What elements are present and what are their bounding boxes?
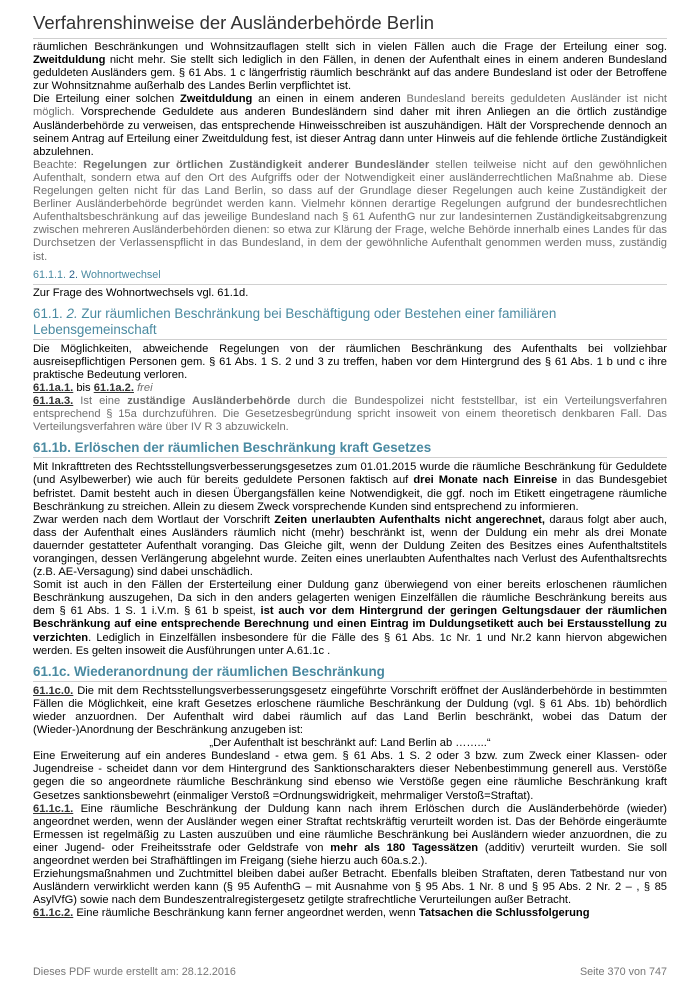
wohnortwechsel-paragraph: Zur Frage des Wohnortwechsels vgl. 61.1d. [33,286,249,299]
intro-paragraph-2: Die Erteilung einer solchen Zweitduldung an einen in einem anderen Bundesland bereits geduldeten Ausländer ist nicht möglich. Vorsprechende Geduldete aus anderen Bundesländern sind daher mit ihren Anliegen an die örtlich zuständige Ausländerbehörde zu verweisen, das entsprechende Hinweisschreiben ist auszuhändigen. Hält der Vorsprechende dennoch an seinem Antrag auf Erteilung einer Zweitduldung fest, ist dieser Antrag dann unter Hinweis auf die fehlende örtliche Zuständigkeit abzulehnen. [33,93,668,158]
heading-61-1b: 61.1b. Erlöschen der räumlichen Beschränkung kraft Gesetzes [33,440,667,458]
paragraph-61-1b-2: Zwar werden nach dem Wortlaut der Vorschrift Zeiten unerlaubten Aufenthalts nicht angerechnet, daraus folgt aber auch, dass der Aufenthalt eines Ausländers räumlich nicht (mehr) beschränkt ist, wenn der Duldung ein mehr als drei Monate dauernder gestatteter Aufenthalt voranging. Das Gleiche gilt, wenn der Duldung Zeiten des Besitzes eines Aufenthaltstitels vorangingen, dessen Verlängerung abgelehnt wurde. Zeiten eines unerlaubten Aufenthaltes nach Verlust des Aufenthaltsrechts (z.B. AE-Versagung) sind dabei unschädlich. [33,513,668,579]
paragraph-61-1c-measures: Erziehungsmaßnahmen und Zuchtmittel bleiben dabei außer Betracht. Ebenfalls bleiben Straftaten, deren Tatbestand nur von Ausländern verwirklicht werden kann (§ 95 AufenthG – mit Ausnahme von § 95 Abs. 1 Nr. 8 und § 95 Abs. 2 Nr. 2 – , § 85 AsylVfG) sowie nach dem Bundeszentralregistergesetz getilgte strafrechtliche Verurteilungen außer Betracht. [33,868,667,907]
heading-beschaeftigung: 61.1. 2. Zur räumlichen Beschränkung bei Beschäftigung oder Bestehen einer familiären Lebensgemeinschaft [33,306,667,340]
link-61-1c-1[interactable]: 61.1c.1. [33,802,74,815]
emphasis: zuständige Ausländerbehörde [127,395,291,408]
link-61-1c-0[interactable]: 61.1c.0. [33,684,74,697]
reference-line-61-1a: 61.1a.1. bis 61.1a.2. frei [33,381,153,394]
emphasis: drei Monate nach Einreise [413,474,558,487]
subheading-wohnortwechsel: 61.1.1. 2. Wohnortwechsel [33,269,667,285]
link-61-1a-1[interactable]: 61.1a.1. [33,381,74,394]
link-61-1a-2[interactable]: 61.1a.2. [93,381,134,394]
link-61-1a-3[interactable]: 61.1a.3. [33,395,74,408]
emphasis: ist auch vor dem Hintergrund der geringen Geltungsdauer der räumlichen Beschränkung auf eine entsprechende Berechnung und einen Eintrag im Duldungsetikett auch bei Erstausstellung zu verzichten [33,605,667,644]
emphasis: Zweitduldung [179,93,253,106]
paragraph-61-1c-0: 61.1c.0. Die mit dem Rechtsstellungsverbesserungsgesetz eingeführte Vorschrift eröffnet der Ausländerbehörde in bestimmten Fällen die Möglichkeit, eine kraft Gesetzes erloschene räumliche Beschränkung der Duldung (vgl. § 61 Abs. 1b) behördlich wieder anzuordnen. Der Aufenthalt wird dabei räumlich auf das Land Berlin beschränkt, wobei das Datum der (Wieder-)Anordnung der Beschränkung anzugeben ist: [33,684,667,737]
paragraph-61-1b-1: Mit Inkrafttreten des Rechtsstellungsverbesserungsgesetzes zum 01.01.2015 wurde die räumliche Beschränkung für Geduldete (und Asylbewerber) wie auch für bereits geduldete Personen faktisch auf drei Monate nach Einreise in das Bundesgebiet befristet. Damit besteht auch in diesen Übergangsfällen keine Notwendigkeit, die ggf. noch im Etikett eingetragene räumliche Beschränkung zu streichen. Allein zu diesem Zweck vorsprechende Kunden sind entsprechend zu informieren. [33,461,667,513]
emphasis: mehr als 180 Tagessätzen [330,841,479,854]
paragraph-61-1c-extension: Eine Erweiterung auf ein anderes Bundesland - etwa gem. § 61 Abs. 1 S. 2 oder 3 bzw. zum Zweck einer Klassen- oder Jugendreise - scheidet dann vor dem Hintergrund des Sanktionscharakters dieser Nebenbestimmung generell aus. Verstöße gegen die so angeordnete räumliche Beschränkung sind ebenso wie Verstöße gegen eine räumliche Beschränkung kraft Gesetzes sanktionsbewehrt (einmaliger Verstoß =Ordnungswidrigkeit, mehrmaliger Verstoß=Straftat). [33,750,667,802]
emphasis: Zeiten unerlaubten Aufenthalts nicht angerechnet, [274,513,545,526]
quote-line: „Der Aufenthalt ist beschränkt auf: Land Berlin ab ……...“ [209,737,491,750]
emphasis: Tatsachen die Schlussfolgerung [418,907,590,920]
beschaeftigung-paragraph: Die Möglichkeiten, abweichende Regelungen von der räumlichen Beschränkung des Aufenthalts bei vollziehbar ausreisepflichtigen Personen gem. § 61 Abs. 1 S. 2 und 3 zu treffen, haben vor dem Hintergrund des § 61 Abs. 1 b und c ihre praktische Bedeutung verloren. [33,342,667,381]
emphasis: Regelungen zur örtlichen Zuständigkeit anderer Bundesländer [83,158,430,171]
paragraph-61-1a-3: 61.1a.3. Ist eine zuständige Ausländerbehörde durch die Bundespolizei nicht feststellbar, ist ein Verteilungsverfahren entsprechend § 15a durchzuführen. Die Gesetzesbegründung spricht insoweit von einem theoretisch denkbaren Fall. Das Verteilungsverfahren wäre über IV R 3 abzuwickeln. [33,395,667,434]
intro-note-paragraph: Beachte: Regelungen zur örtlichen Zuständigkeit anderer Bundesländer stellen teilweise nicht auf den gewöhnlichen Aufenthalt, sondern etwa auf den Ort des Aufgriffs oder der Notwendigkeit einer ausländerrechtlichen Maßnahme ab. Diese Regelungen gelten nicht für das Land Berlin, so dass auf der Grundlage dieser Regelungen auch keine Zuständigkeit der Berliner Ausländerbehörde begründet werden kann. Vielmehr können derartige Regelungen aufgrund der bundesrechtlichen Aufenthaltsbeschränkung auf das jeweilige Bundesland nach § 61 AufenthG nur zur landesinternen Zuständigkeitsabgrenzung zwischen mehreren Ausländerbehörden dienen: so etwa zur Klärung der Frage, welche Behörde innerhalb eines Landes für das Durchsetzen der Verlassenspflicht in das Bundesland, in dem der gewöhnliche Aufenthalt genommen werden muss, zuständig ist. [33,158,667,263]
muted-text: Bundesland bereits geduldeten Ausländer ist nicht möglich. [33,93,668,119]
heading-61-1c: 61.1c. Wiederanordnung der räumlichen Beschränkung [33,664,667,682]
document-page [33,0,667,920]
intro-section [33,41,667,264]
paragraph-61-1b-3: Somit ist auch in den Fällen der Ersterteilung einer Duldung ganz überwiegend von einer bereits erloschenen räumlichen Beschränkung auszugehen, Da sich in den anders gelagerten wenigen Einzelfällen die räumliche Beschränkung bereits aus dem § 61 Abs. 1 S. 1 i.V.m. § 61 b speist, ist auch vor dem Hintergrund der geringen Geltungsdauer der räumlichen Beschränkung auf eine entsprechende Berechnung und einen Eintrag im Duldungsetikett auch bei Erstausstellung zu verzichten. Lediglich in Einzelfällen insbesondere für die Fälle des § 61 Abs. 1c Nr. 1 und Nr.2 kann hiervon abgewichen werden. Es gelten insoweit die Ausführungen unter A.61.1c . [33,579,667,657]
page-title: Verfahrenshinweise der Ausländerbehörde Berlin [33,0,667,39]
intro-paragraph-1: räumlichen Beschränkungen und Wohnsitzauflagen stellt sich in vielen Fällen auch die Frage der Erteilung einer sog. Zweitduldung nicht mehr. Sie stellt sich lediglich in den Fällen, in denen der Aufenthalt eines in einem anderen Bundesland geduldeten Ausländers gem. § 61 Abs. 1 c längerfristig räumlich beschränkt auf das andere Bundesland ist oder der Betroffene zur Wohnsitznahme außerhalb des Landes Berlin verpflichtet ist. [33,41,667,93]
paragraph-61-1c-1: 61.1c.1. Eine räumliche Beschränkung der Duldung kann nach ihrem Erlöschen durch die Ausländerbehörde (wieder) angeordnet werden, wenn der Ausländer wegen einer Straftat rechtskräftig verurteilt worden ist. Das der Behörde eingeräumte Ermessen ist regelmäßig zu Lasten auszuüben und eine räumliche Beschränkung bei Ausländern wieder anzuordnen, die zu einer Jugend- oder Freiheitsstrafe oder Geldstrafe von mehr als 180 Tagessätzen (additiv) verurteilt wurden. Sie soll angeordnet werden bei Strafhäftlingen im Freigang (siehe hierzu auch 60a.s.2.). [33,802,667,867]
paragraph-61-1c-2: 61.1c.2. Eine räumliche Beschränkung kann ferner angeordnet werden, wenn Tatsachen die Schlussfolgerung [33,907,590,920]
footer-page-number: Seite 370 von 747 [579,966,667,978]
emphasis: Zweitduldung [33,54,106,67]
page-footer [33,966,667,978]
footer-created-date: Dieses PDF wurde erstellt am: 28.12.2016 [33,966,236,978]
link-61-1c-2[interactable]: 61.1c.2. [33,907,74,920]
